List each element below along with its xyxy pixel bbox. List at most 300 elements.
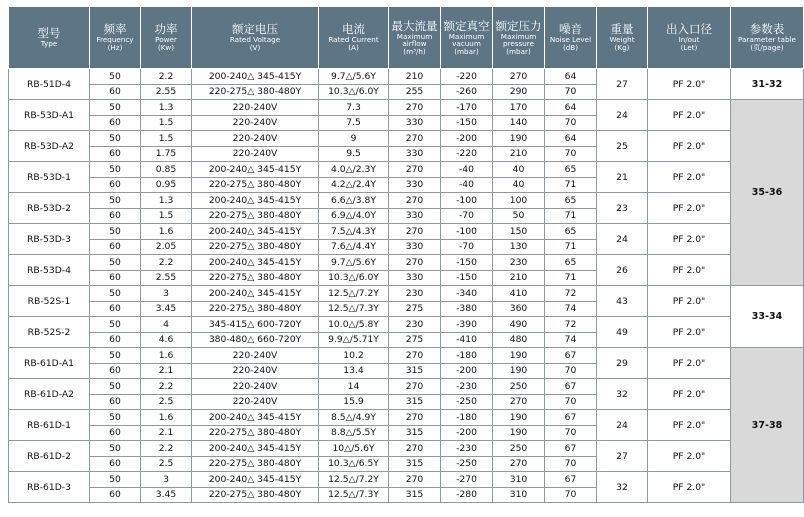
airflow-cell: 270 bbox=[389, 410, 441, 426]
current-cell: 15.9 bbox=[319, 394, 389, 410]
port-cell: PF 2.0" bbox=[648, 410, 731, 441]
airflow-cell: 330 bbox=[389, 239, 441, 255]
voltage-cell: 200-240△ 345-415Y bbox=[192, 224, 319, 240]
header-en-label: Noise Level bbox=[549, 35, 592, 45]
airflow-cell: 210 bbox=[389, 69, 441, 85]
frequency-cell: 50 bbox=[90, 162, 141, 178]
noise-cell: 64 bbox=[545, 69, 597, 85]
model-cell: RB-53D-2 bbox=[9, 193, 90, 224]
model-cell: RB-53D-1 bbox=[9, 162, 90, 193]
current-cell: 10.3△/6.0Y bbox=[319, 270, 389, 286]
vacuum-cell: -40 bbox=[441, 162, 493, 178]
weight-cell: 24 bbox=[597, 100, 648, 131]
pressure-cell: 310 bbox=[493, 487, 545, 503]
weight-cell: 24 bbox=[597, 410, 648, 441]
voltage-cell: 220-240V bbox=[192, 379, 319, 395]
page-ref-cell: 35-36 bbox=[731, 100, 804, 286]
pressure-cell: 410 bbox=[493, 286, 545, 302]
port-cell: PF 2.0" bbox=[648, 441, 731, 472]
weight-cell: 21 bbox=[597, 162, 648, 193]
header-zh-label: 频率 bbox=[103, 22, 127, 37]
frequency-cell: 50 bbox=[90, 410, 141, 426]
pressure-cell: 150 bbox=[493, 224, 545, 240]
weight-cell: 26 bbox=[597, 255, 648, 286]
pressure-cell: 190 bbox=[493, 425, 545, 441]
airflow-cell: 330 bbox=[389, 115, 441, 131]
pressure-cell: 210 bbox=[493, 146, 545, 162]
table-row bbox=[9, 100, 804, 116]
table-row bbox=[9, 472, 804, 488]
power-cell: 1.6 bbox=[141, 410, 192, 426]
voltage-cell: 220-240V bbox=[192, 363, 319, 379]
header-max-airflow bbox=[389, 7, 441, 69]
header-in-out bbox=[648, 7, 731, 69]
power-cell: 1.5 bbox=[141, 208, 192, 224]
vacuum-cell: -260 bbox=[441, 84, 493, 100]
power-cell: 2.2 bbox=[141, 255, 192, 271]
noise-cell: 70 bbox=[545, 487, 597, 503]
header-unit-label: (页/page) bbox=[750, 43, 784, 53]
noise-cell: 64 bbox=[545, 100, 597, 116]
voltage-cell: 200-240△ 345-415Y bbox=[192, 441, 319, 457]
pressure-cell: 250 bbox=[493, 379, 545, 395]
page-ref-cell: 33-34 bbox=[731, 286, 804, 348]
airflow-cell: 275 bbox=[389, 301, 441, 317]
power-cell: 4 bbox=[141, 317, 192, 333]
noise-cell: 71 bbox=[545, 270, 597, 286]
header-zh-label: 额定压力 bbox=[495, 18, 542, 33]
weight-cell: 24 bbox=[597, 224, 648, 255]
table-row bbox=[9, 162, 804, 178]
airflow-cell: 230 bbox=[389, 317, 441, 333]
current-cell: 7.3 bbox=[319, 100, 389, 116]
power-cell: 3 bbox=[141, 286, 192, 302]
power-cell: 3.45 bbox=[141, 301, 192, 317]
airflow-cell: 330 bbox=[389, 177, 441, 193]
port-cell: PF 2.0" bbox=[648, 348, 731, 379]
noise-cell: 74 bbox=[545, 301, 597, 317]
pressure-cell: 130 bbox=[493, 239, 545, 255]
voltage-cell: 220-240V bbox=[192, 394, 319, 410]
vacuum-cell: -180 bbox=[441, 410, 493, 426]
airflow-cell: 315 bbox=[389, 487, 441, 503]
page-ref-cell: 31-32 bbox=[731, 69, 804, 100]
current-cell: 9.9△/5.71Y bbox=[319, 332, 389, 348]
model-cell: RB-52S-1 bbox=[9, 286, 90, 317]
current-cell: 12.5△/7.3Y bbox=[319, 487, 389, 503]
current-cell: 9 bbox=[319, 131, 389, 147]
port-cell: PF 2.0" bbox=[648, 317, 731, 348]
pressure-cell: 190 bbox=[493, 363, 545, 379]
voltage-cell: 200-240△ 345-415Y bbox=[192, 286, 319, 302]
header-en-label: Rated Current bbox=[328, 35, 379, 45]
vacuum-cell: -390 bbox=[441, 317, 493, 333]
power-cell: 1.3 bbox=[141, 100, 192, 116]
port-cell: PF 2.0" bbox=[648, 379, 731, 410]
header-max-vacuum bbox=[441, 7, 493, 69]
noise-cell: 67 bbox=[545, 441, 597, 457]
header-zh-label: 额定电压 bbox=[232, 22, 278, 37]
voltage-cell: 220-275△ 380-480Y bbox=[192, 270, 319, 286]
model-cell: RB-53D-A2 bbox=[9, 131, 90, 162]
airflow-cell: 315 bbox=[389, 363, 441, 379]
airflow-cell: 270 bbox=[389, 255, 441, 271]
frequency-cell: 50 bbox=[90, 379, 141, 395]
model-cell: RB-53D-A1 bbox=[9, 100, 90, 131]
pressure-cell: 210 bbox=[493, 270, 545, 286]
current-cell: 10.2 bbox=[319, 348, 389, 364]
power-cell: 1.6 bbox=[141, 224, 192, 240]
header-zh-label: 功率 bbox=[154, 22, 178, 37]
model-cell: RB-61D-1 bbox=[9, 410, 90, 441]
header-en-label: Maximum vacuum bbox=[448, 31, 485, 49]
table-row bbox=[9, 286, 804, 302]
noise-cell: 71 bbox=[545, 239, 597, 255]
noise-cell: 70 bbox=[545, 363, 597, 379]
power-cell: 2.55 bbox=[141, 84, 192, 100]
header-zh-label: 电流 bbox=[342, 22, 365, 37]
airflow-cell: 270 bbox=[389, 193, 441, 209]
noise-cell: 70 bbox=[545, 394, 597, 410]
table-row bbox=[9, 255, 804, 271]
vacuum-cell: -220 bbox=[441, 146, 493, 162]
voltage-cell: 380-480△ 660-720Y bbox=[192, 332, 319, 348]
power-cell: 2.05 bbox=[141, 239, 192, 255]
vacuum-cell: -70 bbox=[441, 208, 493, 224]
voltage-cell: 200-240△ 345-415Y bbox=[192, 69, 319, 85]
power-cell: 1.5 bbox=[141, 131, 192, 147]
noise-cell: 65 bbox=[545, 193, 597, 209]
current-cell: 9.7△/5.6Y bbox=[319, 69, 389, 85]
pressure-cell: 50 bbox=[493, 208, 545, 224]
table-row bbox=[9, 224, 804, 240]
noise-cell: 65 bbox=[545, 224, 597, 240]
header-unit-label: (m³/h) bbox=[403, 46, 426, 56]
airflow-cell: 255 bbox=[389, 84, 441, 100]
weight-cell: 23 bbox=[597, 193, 648, 224]
vacuum-cell: -220 bbox=[441, 69, 493, 85]
frequency-cell: 60 bbox=[90, 456, 141, 472]
power-cell: 2.2 bbox=[141, 379, 192, 395]
power-cell: 2.1 bbox=[141, 363, 192, 379]
weight-cell: 43 bbox=[597, 286, 648, 317]
header-unit-label: (Let) bbox=[680, 43, 698, 53]
weight-cell: 29 bbox=[597, 348, 648, 379]
frequency-cell: 60 bbox=[90, 146, 141, 162]
frequency-cell: 50 bbox=[90, 286, 141, 302]
header-en-label: Power bbox=[155, 35, 177, 45]
voltage-cell: 220-275△ 380-480Y bbox=[192, 487, 319, 503]
pressure-cell: 100 bbox=[493, 193, 545, 209]
noise-cell: 72 bbox=[545, 286, 597, 302]
page-ref-cell: 37-38 bbox=[731, 348, 804, 503]
airflow-cell: 270 bbox=[389, 348, 441, 364]
header-en-label: Maximum pressure bbox=[500, 31, 537, 49]
header-zh-label: 型号 bbox=[37, 26, 61, 41]
pressure-cell: 290 bbox=[493, 84, 545, 100]
port-cell: PF 2.0" bbox=[648, 162, 731, 193]
frequency-cell: 60 bbox=[90, 208, 141, 224]
frequency-cell: 50 bbox=[90, 255, 141, 271]
vacuum-cell: -250 bbox=[441, 394, 493, 410]
weight-cell: 32 bbox=[597, 379, 648, 410]
airflow-cell: 315 bbox=[389, 425, 441, 441]
pressure-cell: 190 bbox=[493, 410, 545, 426]
current-cell: 12.5△/7.2Y bbox=[319, 472, 389, 488]
power-cell: 3 bbox=[141, 472, 192, 488]
airflow-cell: 270 bbox=[389, 472, 441, 488]
port-cell: PF 2.0" bbox=[648, 131, 731, 162]
current-cell: 9.7△/5.6Y bbox=[319, 255, 389, 271]
airflow-cell: 315 bbox=[389, 456, 441, 472]
frequency-cell: 60 bbox=[90, 363, 141, 379]
airflow-cell: 230 bbox=[389, 286, 441, 302]
current-cell: 12.5△/7.3Y bbox=[319, 301, 389, 317]
voltage-cell: 200-240△ 345-415Y bbox=[192, 193, 319, 209]
pressure-cell: 480 bbox=[493, 332, 545, 348]
model-cell: RB-51D-4 bbox=[9, 69, 90, 100]
frequency-cell: 60 bbox=[90, 239, 141, 255]
model-cell: RB-61D-A2 bbox=[9, 379, 90, 410]
header-unit-label: (V) bbox=[249, 43, 261, 53]
voltage-cell: 200-240△ 345-415Y bbox=[192, 410, 319, 426]
vacuum-cell: -410 bbox=[441, 332, 493, 348]
frequency-cell: 60 bbox=[90, 487, 141, 503]
pressure-cell: 40 bbox=[493, 162, 545, 178]
frequency-cell: 50 bbox=[90, 224, 141, 240]
vacuum-cell: -200 bbox=[441, 363, 493, 379]
header-unit-label: (mbar) bbox=[506, 46, 531, 56]
vacuum-cell: -230 bbox=[441, 379, 493, 395]
noise-cell: 67 bbox=[545, 348, 597, 364]
port-cell: PF 2.0" bbox=[648, 255, 731, 286]
vacuum-cell: -180 bbox=[441, 348, 493, 364]
vacuum-cell: -40 bbox=[441, 177, 493, 193]
weight-cell: 32 bbox=[597, 472, 648, 503]
voltage-cell: 345-415△ 600-720Y bbox=[192, 317, 319, 333]
header-zh-label: 参数表 bbox=[749, 22, 785, 37]
frequency-cell: 50 bbox=[90, 69, 141, 85]
port-cell: PF 2.0" bbox=[648, 69, 731, 100]
noise-cell: 72 bbox=[545, 317, 597, 333]
frequency-cell: 50 bbox=[90, 441, 141, 457]
voltage-cell: 220-275△ 380-480Y bbox=[192, 301, 319, 317]
airflow-cell: 315 bbox=[389, 394, 441, 410]
power-cell: 1.6 bbox=[141, 348, 192, 364]
header-zh-label: 噪音 bbox=[559, 22, 582, 37]
table-row bbox=[9, 379, 804, 395]
vacuum-cell: -200 bbox=[441, 425, 493, 441]
noise-cell: 70 bbox=[545, 456, 597, 472]
port-cell: PF 2.0" bbox=[648, 286, 731, 317]
current-cell: 4.2△/2.4Y bbox=[319, 177, 389, 193]
voltage-cell: 200-240△ 345-415Y bbox=[192, 255, 319, 271]
noise-cell: 71 bbox=[545, 177, 597, 193]
header-unit-label: (Hz) bbox=[107, 43, 123, 53]
current-cell: 4.0△/2.3Y bbox=[319, 162, 389, 178]
airflow-cell: 270 bbox=[389, 131, 441, 147]
power-cell: 2.5 bbox=[141, 456, 192, 472]
table-row bbox=[9, 193, 804, 209]
voltage-cell: 220-240V bbox=[192, 115, 319, 131]
frequency-cell: 60 bbox=[90, 84, 141, 100]
pressure-cell: 170 bbox=[493, 100, 545, 116]
voltage-cell: 220-275△ 380-480Y bbox=[192, 177, 319, 193]
model-cell: RB-61D-3 bbox=[9, 472, 90, 503]
power-cell: 4.6 bbox=[141, 332, 192, 348]
header-frequency bbox=[90, 7, 141, 69]
table-row bbox=[9, 131, 804, 147]
voltage-cell: 220-275△ 380-480Y bbox=[192, 208, 319, 224]
header-unit-label: (mbar) bbox=[454, 46, 479, 56]
header-zh-label: 最大流量 bbox=[391, 18, 438, 33]
pressure-cell: 190 bbox=[493, 131, 545, 147]
power-cell: 2.55 bbox=[141, 270, 192, 286]
current-cell: 14 bbox=[319, 379, 389, 395]
current-cell: 8.8△/5.5Y bbox=[319, 425, 389, 441]
weight-cell: 25 bbox=[597, 131, 648, 162]
vacuum-cell: -340 bbox=[441, 286, 493, 302]
header-rated-voltage bbox=[192, 7, 319, 69]
current-cell: 7.6△/4.4Y bbox=[319, 239, 389, 255]
model-cell: RB-53D-3 bbox=[9, 224, 90, 255]
model-cell: RB-61D-2 bbox=[9, 441, 90, 472]
model-cell: RB-53D-4 bbox=[9, 255, 90, 286]
pressure-cell: 40 bbox=[493, 177, 545, 193]
header-en-label: Type bbox=[40, 39, 58, 49]
header-max-pressure bbox=[493, 7, 545, 69]
table-row bbox=[9, 69, 804, 85]
current-cell: 12.5△/7.2Y bbox=[319, 286, 389, 302]
voltage-cell: 220-240V bbox=[192, 131, 319, 147]
vacuum-cell: -70 bbox=[441, 239, 493, 255]
voltage-cell: 220-240V bbox=[192, 348, 319, 364]
pressure-cell: 270 bbox=[493, 394, 545, 410]
noise-cell: 64 bbox=[545, 131, 597, 147]
table-row bbox=[9, 410, 804, 426]
power-cell: 0.85 bbox=[141, 162, 192, 178]
table-row bbox=[9, 441, 804, 457]
noise-cell: 74 bbox=[545, 332, 597, 348]
power-cell: 0.95 bbox=[141, 177, 192, 193]
vacuum-cell: -280 bbox=[441, 487, 493, 503]
current-cell: 10.3△/6.0Y bbox=[319, 84, 389, 100]
model-cell: RB-52S-2 bbox=[9, 317, 90, 348]
airflow-cell: 330 bbox=[389, 208, 441, 224]
header-weight bbox=[597, 7, 648, 69]
header-type bbox=[9, 7, 90, 69]
header-en-label: Rated Voltage bbox=[229, 35, 281, 45]
power-cell: 1.5 bbox=[141, 115, 192, 131]
pressure-cell: 310 bbox=[493, 472, 545, 488]
frequency-cell: 50 bbox=[90, 317, 141, 333]
current-cell: 7.5 bbox=[319, 115, 389, 131]
current-cell: 10.3△/6.5Y bbox=[319, 456, 389, 472]
current-cell: 9.5 bbox=[319, 146, 389, 162]
header-en-label: Frequency bbox=[96, 35, 134, 45]
vacuum-cell: -100 bbox=[441, 224, 493, 240]
header-unit-label: (A) bbox=[348, 43, 359, 53]
current-cell: 10.0△/5.8Y bbox=[319, 317, 389, 333]
parameter-table bbox=[8, 6, 804, 503]
frequency-cell: 50 bbox=[90, 131, 141, 147]
voltage-cell: 220-275△ 380-480Y bbox=[192, 239, 319, 255]
power-cell: 2.1 bbox=[141, 425, 192, 441]
table-body bbox=[9, 69, 804, 503]
header-unit-label: (Kw) bbox=[157, 43, 175, 53]
current-cell: 10△/5.6Y bbox=[319, 441, 389, 457]
vacuum-cell: -380 bbox=[441, 301, 493, 317]
frequency-cell: 60 bbox=[90, 425, 141, 441]
power-cell: 1.75 bbox=[141, 146, 192, 162]
power-cell: 2.2 bbox=[141, 69, 192, 85]
voltage-cell: 220-275△ 380-480Y bbox=[192, 425, 319, 441]
airflow-cell: 270 bbox=[389, 224, 441, 240]
frequency-cell: 50 bbox=[90, 193, 141, 209]
table-header-row bbox=[9, 7, 804, 69]
voltage-cell: 220-240V bbox=[192, 146, 319, 162]
header-en-label: In/out bbox=[678, 35, 700, 45]
pressure-cell: 140 bbox=[493, 115, 545, 131]
pressure-cell: 490 bbox=[493, 317, 545, 333]
vacuum-cell: -270 bbox=[441, 472, 493, 488]
table-row bbox=[9, 348, 804, 364]
header-en-label: Parameter table bbox=[738, 35, 796, 45]
power-cell: 2.2 bbox=[141, 441, 192, 457]
power-cell: 2.5 bbox=[141, 394, 192, 410]
airflow-cell: 270 bbox=[389, 100, 441, 116]
pressure-cell: 190 bbox=[493, 348, 545, 364]
port-cell: PF 2.0" bbox=[648, 472, 731, 503]
airflow-cell: 270 bbox=[389, 441, 441, 457]
port-cell: PF 2.0" bbox=[648, 224, 731, 255]
current-cell: 6.9△/4.0Y bbox=[319, 208, 389, 224]
header-zh-label: 出入口径 bbox=[666, 22, 712, 37]
airflow-cell: 330 bbox=[389, 270, 441, 286]
airflow-cell: 270 bbox=[389, 162, 441, 178]
header-rated-current bbox=[319, 7, 389, 69]
airflow-cell: 270 bbox=[389, 379, 441, 395]
frequency-cell: 60 bbox=[90, 332, 141, 348]
pressure-cell: 270 bbox=[493, 456, 545, 472]
header-unit-label: (dB) bbox=[562, 43, 579, 53]
weight-cell: 27 bbox=[597, 69, 648, 100]
header-zh-label: 额定真空 bbox=[443, 18, 490, 33]
noise-cell: 70 bbox=[545, 425, 597, 441]
voltage-cell: 220-275△ 380-480Y bbox=[192, 456, 319, 472]
frequency-cell: 50 bbox=[90, 348, 141, 364]
current-cell: 6.6△/3.8Y bbox=[319, 193, 389, 209]
vacuum-cell: -250 bbox=[441, 456, 493, 472]
frequency-cell: 60 bbox=[90, 115, 141, 131]
airflow-cell: 330 bbox=[389, 146, 441, 162]
current-cell: 13.4 bbox=[319, 363, 389, 379]
frequency-cell: 60 bbox=[90, 177, 141, 193]
header-noise-level bbox=[545, 7, 597, 69]
voltage-cell: 200-240△ 345-415Y bbox=[192, 472, 319, 488]
vacuum-cell: -230 bbox=[441, 441, 493, 457]
frequency-cell: 60 bbox=[90, 394, 141, 410]
header-en-label: Maximum airflow bbox=[396, 31, 433, 49]
pressure-cell: 360 bbox=[493, 301, 545, 317]
frequency-cell: 60 bbox=[90, 270, 141, 286]
header-zh-label: 重量 bbox=[610, 22, 634, 37]
header-power bbox=[141, 7, 192, 69]
header-unit-label: (Kg) bbox=[614, 43, 630, 53]
vacuum-cell: -150 bbox=[441, 255, 493, 271]
noise-cell: 65 bbox=[545, 255, 597, 271]
noise-cell: 67 bbox=[545, 379, 597, 395]
